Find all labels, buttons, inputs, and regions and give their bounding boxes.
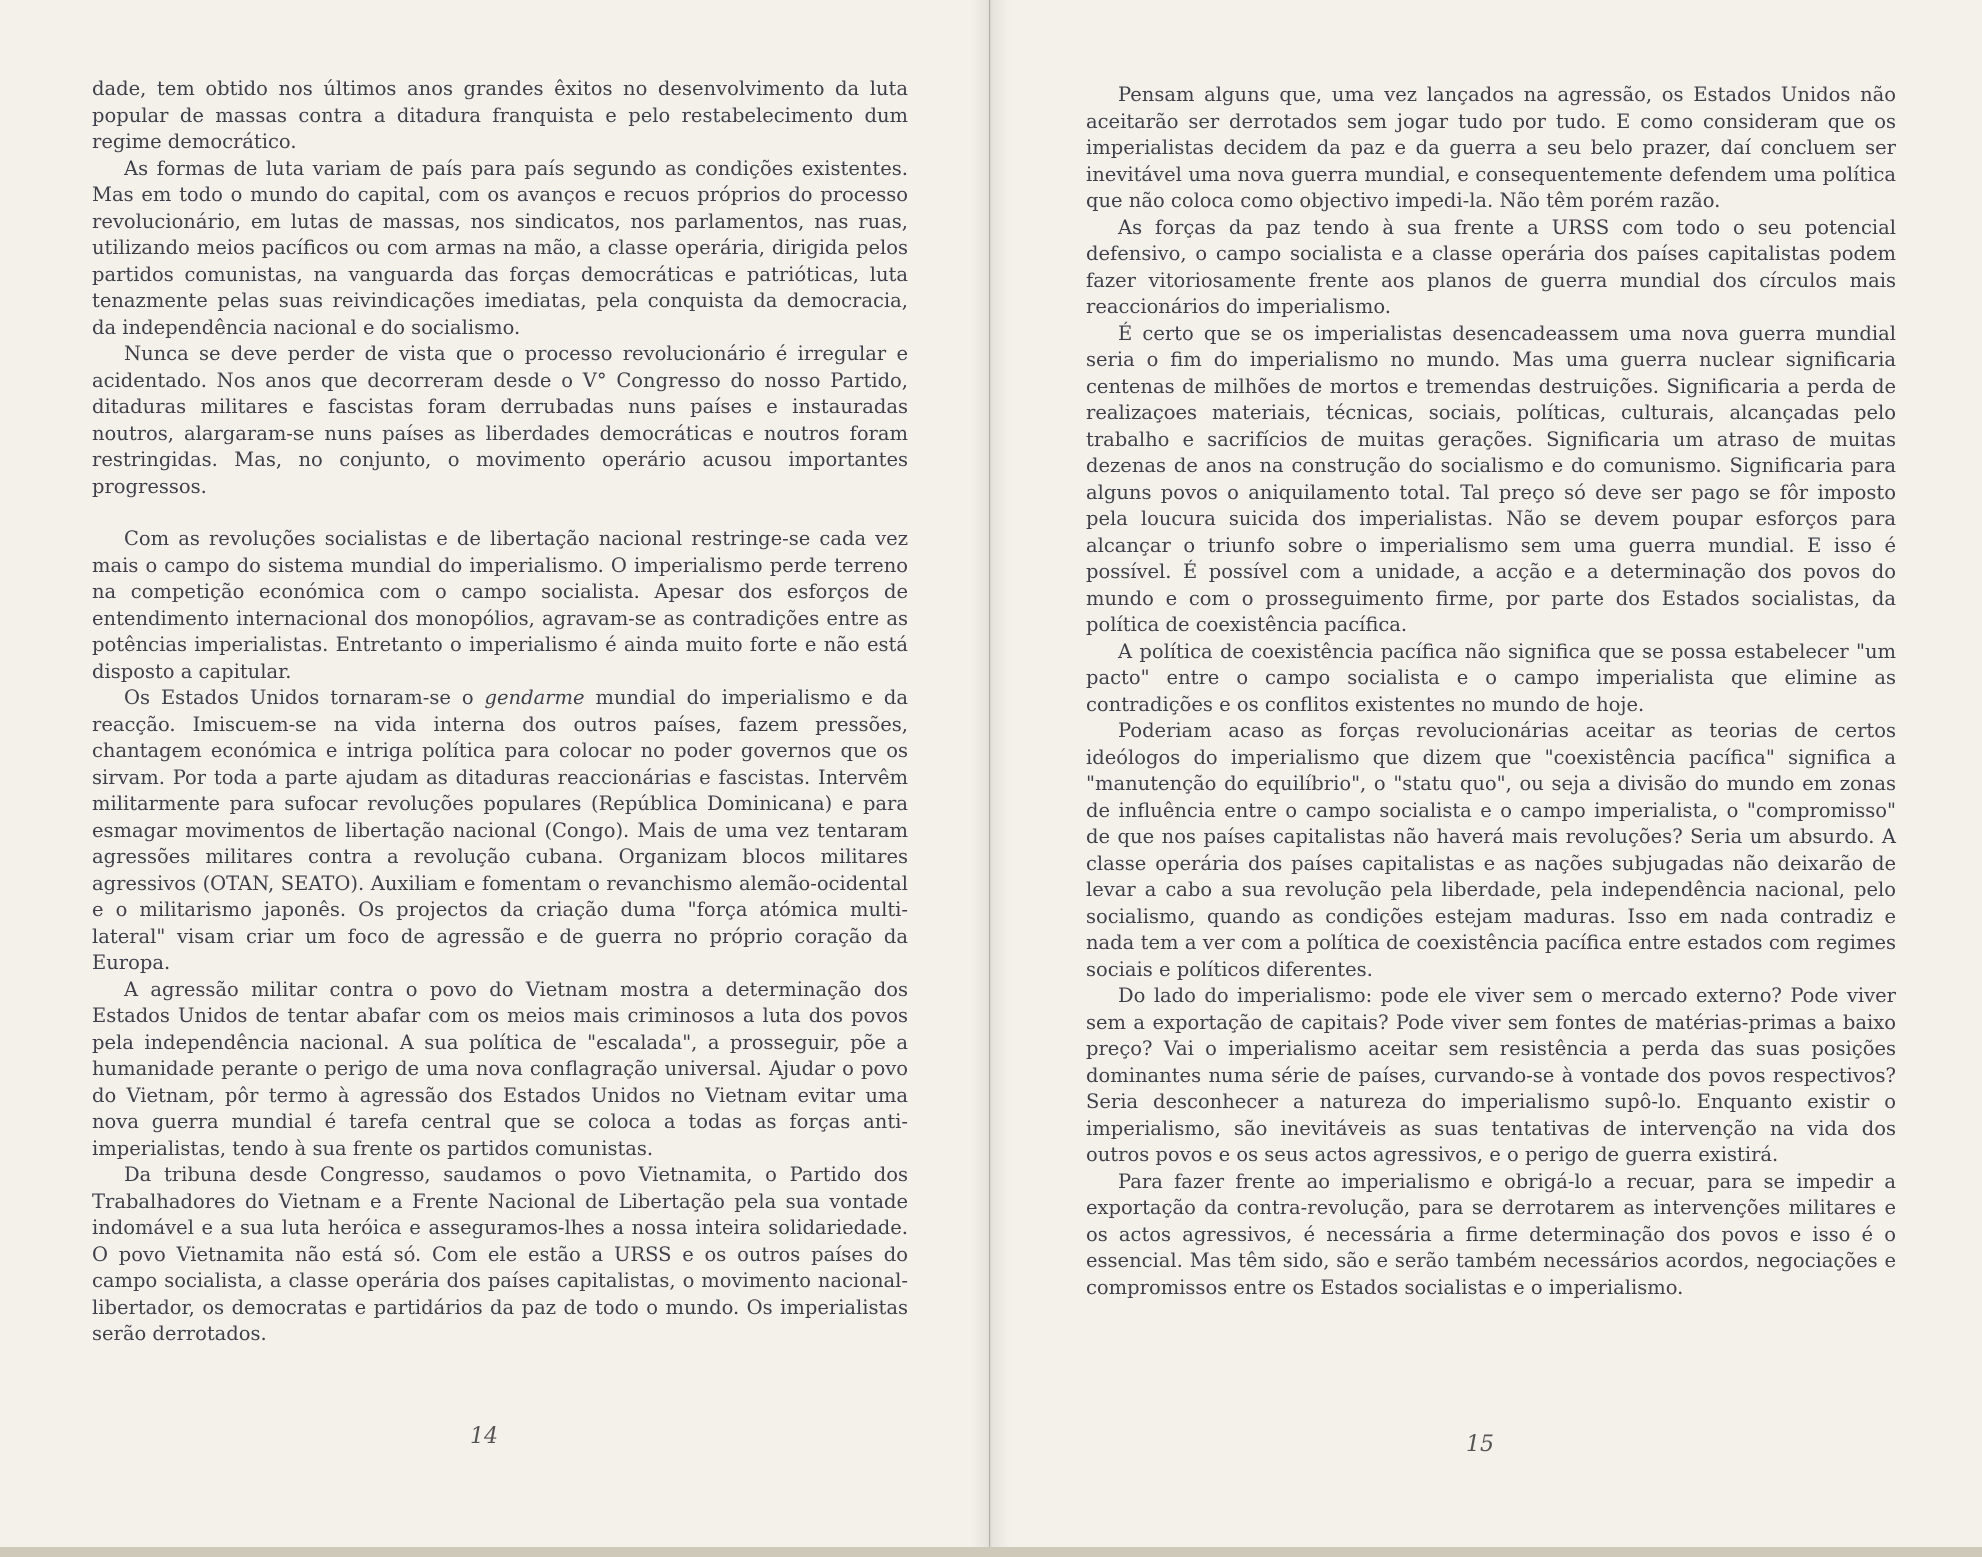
paragraph (92, 685, 908, 977)
paragraph: Nunca se deve perder de vista que o processo revolucionário é irregular e acidentado. Nos anos que decorreram desde o V° Congresso do nosso Partido, ditaduras militares e fascistas foram derrubadas nuns países e instauradas noutros, alargaram-se nuns países as liberdades democráticas e noutros foram restringidas. Mas, no conjunto, o movimento operário acusou importantes progressos. (92, 342, 908, 498)
left-page-text (92, 76, 908, 1348)
right-page-text (1086, 82, 1896, 1301)
paragraph: As forças da paz tendo à sua frente a URSS com todo o seu potencial defensivo, o campo socialista e a classe operária dos países capitalistas podem fazer vitoriosamente frente aos planos de guerra mundial dos círculos mais reaccionários do imperialismo. (1086, 215, 1896, 318)
paragraph: Poderiam acaso as forças revolucionárias aceitar as teorias de certos ideólogos do imperialismo que dizem que "coexistência pacífica" significa a "manutenção do equilíbrio", o "statu quo", ou seja a divisão do mundo em zonas de influência entre o campo socialista e o campo imperialista, o "compromisso" de que nos países capitalistas não haverá mais revoluções? Seria um absurdo. A classe operária dos países capitalistas e as nações subjugadas não deixarão de levar a cabo a sua revolução pela liberdade, pela independência nacional, pelo socialismo, quando as condições estejam maduras. Isso em nada contradiz e nada tem a ver com a política de coexistência pacífica entre estados com regimes sociais e políticos diferentes. (1086, 719, 1896, 981)
page-number: 14 (470, 1424, 498, 1449)
text-run: mundial do imperialismo e da reacção. Imiscuem-se na vida interna dos outros países, fazem pressões, chantagem económica e intriga política para colocar no poder governos que os sirvam. Por toda a parte ajudam as ditaduras reaccionárias e fascistas. Intervêm militarmente para sufocar revoluções populares (República Dominicana) e para esmagar movimentos de libertação nacional (Congo). Mais de uma vez tentaram agressões militares contra a revolução cubana. Organizam blocos militares agressivos (OTAN, SEATO). Auxiliam e fomentam o revanchismo alemão-ocidental e o militarismo japonês. Os projectos da criação duma "força atómica multi-lateral" visam criar um foco de agressão e de guerra no próprio coração da Europa. (92, 686, 908, 974)
italic-word: gendarme (484, 686, 585, 709)
book-gutter (970, 0, 1010, 1557)
page-number: 15 (1466, 1432, 1494, 1457)
left-page (0, 0, 990, 1557)
paragraph: As formas de luta variam de país para país segundo as condições existentes. Mas em todo o mundo do capital, com os avanços e recuos próprios do processo revolucionário, em lutas de massas, nos sindicatos, nos parlamentos, nas ruas, utilizando meios pacíficos ou com armas na mão, a classe operária, dirigida pelos partidos comunistas, na vanguarda das forças democráticas e patrióticas, luta tenazmente pelas suas reivindicações imediatas, pela conquista da democracia, da independência nacional e do socialismo. (92, 156, 908, 339)
right-page (990, 0, 1982, 1557)
paragraph: Da tribuna desde Congresso, saudamos o povo Vietnamita, o Partido dos Trabalhadores do Vietnam e a Frente Nacional de Libertação pela sua vontade indomável e a sua luta heróica e asseguramos-lhes a nossa inteira solidariedade. O povo Vietnamita não está só. Com ele estão a URSS e os outros países do campo socialista, a classe operária dos países capitalistas, o movimento nacional-libertador, os democratas e partidários da paz de todo o mundo. Os imperialistas serão derrotados. (92, 1163, 908, 1345)
paragraph: Do lado do imperialismo: pode ele viver sem o mercado externo? Pode viver sem a exportação de capitais? Pode viver sem fontes de matérias-primas a baixo preço? Vai o imperialismo aceitar sem resistência a perda das suas posições dominantes numa série de países, curvando-se à vontade dos povos respectivos? Seria desconhecer a natureza do imperialismo supô-lo. Enquanto existir o imperialismo, são inevitáveis as suas tentativas de intervenção na vida dos outros povos e os seus actos agressivos, e o perigo de guerra existirá. (1086, 984, 1896, 1166)
paragraph: Com as revoluções socialistas e de libertação nacional restringe-se cada vez mais o campo do sistema mundial do imperialismo. O imperialismo perde terreno na competição económica com o campo socialista. Apesar dos esforços de entendimento internacional dos monopólios, agravam-se as contradições entre as potências imperialistas. Entretanto o imperialismo é ainda muito forte e não está disposto a capitular. (92, 527, 908, 683)
paragraph: A agressão militar contra o povo do Vietnam mostra a determinação dos Estados Unidos de tentar abafar com os meios mais criminosos a luta dos povos pela independência nacional. A sua política de "escalada", a prosseguir, põe a humanidade perante o perigo de uma nova conflagração universal. Ajudar o povo do Vietnam, pôr termo à agressão dos Estados Unidos no Vietnam evitar uma nova guerra mundial é tarefa central que se coloca a todas as forças anti-imperialistas, tendo à sua frente os partidos comunistas. (92, 977, 908, 1160)
paragraph: É certo que se os imperialistas desencadeassem uma nova guerra mundial seria o fim do imperialismo no mundo. Mas uma guerra nuclear significaria centenas de milhões de mortos e tremendas destruições. Significaria a perda de realizaçoes materiais, técnicas, sociais, políticas, culturais, alcançadas pelo trabalho e sacrifícios de muitas gerações. Significaria um atraso de muitas dezenas de anos na construção do socialismo e do comunismo. Significaria para alguns povos o aniquilamento total. Tal preço só deve ser pago se fôr imposto pela loucura suicida dos imperialistas. Não se devem poupar esforços para alcançar o triunfo sobre o imperialismo sem uma guerra mundial. E isso é possível. É possível com a unidade, a acção e a determinação dos povos do mundo e com o prosseguimento firme, por parte dos Estados socialistas, da política de coexistência pacífica. (1086, 321, 1896, 636)
page-edge (0, 1547, 1982, 1557)
text-run: Os Estados Unidos tornaram-se o (124, 686, 485, 709)
paragraph: Para fazer frente ao imperialismo e obrigá-lo a recuar, para se impedir a exportação da contra-revolução, para se derrotarem as intervenções militares e os actos agressivos, é necessária a firme determinação dos povos e isso é o essencial. Mas têm sido, são e serão também necessários acordos, negociações e compromissos entre os Estados socialistas e o imperialismo. (1086, 1169, 1896, 1299)
paragraph: dade, tem obtido nos últimos anos grandes êxitos no desenvolvimento da luta popular de massas contra a ditadura franquista e pelo restabelecimento dum regime democrático. (92, 77, 908, 153)
paragraph: A política de coexistência pacífica não significa que se possa estabelecer "um pacto" entre o campo socialista e o campo imperialista que elimine as contradições e os conflitos existentes no mundo de hoje. (1086, 639, 1896, 716)
paragraph: Pensam alguns que, uma vez lançados na agressão, os Estados Unidos não aceitarão ser derrotados sem jogar tudo por tudo. E como consideram que os imperialistas decidem da paz e da guerra a seu belo prazer, daí concluem ser inevitável uma nova guerra mundial, e consequentemente defendem uma política que não coloca como objectivo impedi-la. Não têm porém razão. (1086, 83, 1896, 212)
